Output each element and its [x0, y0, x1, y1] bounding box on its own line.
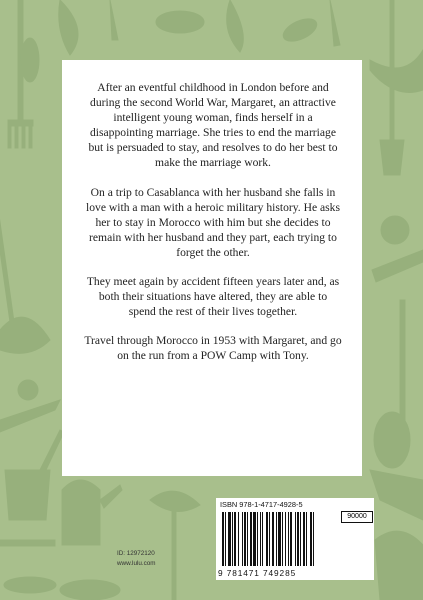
publisher-id: ID: 12972120: [117, 550, 155, 557]
publisher-url: www.lulu.com: [117, 560, 156, 567]
blurb-paragraph-3: They meet again by accident fifteen years later and, as both their situations have altered, they are able to spend the rest of their lives together.: [86, 275, 340, 319]
barcode-digits: 9 781471 749285: [218, 568, 297, 578]
barcode-icon: [220, 512, 338, 568]
blurb-paragraph-4: Travel through Morocco in 1953 with Margaret, and go on the run from a POW Camp with Tony.: [84, 334, 342, 363]
price-code: 90000: [341, 511, 373, 523]
isbn-barcode-block: [216, 498, 374, 580]
blurb-text: [84, 80, 342, 378]
blurb-paragraph-2: On a trip to Casablanca with her husband she falls in love with a man with a heroic military history. He asks her to stay in Morocco with him but she decides to remain with her husband and they part, each trying to forget the other.: [86, 185, 340, 259]
blurb-paragraph-1: After an eventful childhood in London before and during the second World War, Margaret, an attractive intelligent young woman, finds herself in a disappointing marriage. She tries to end the marriage but is persuaded to stay, and resolves to do her best to make the marriage work.: [88, 81, 338, 170]
isbn-label: ISBN 978-1-4717-4928-5: [220, 500, 303, 509]
